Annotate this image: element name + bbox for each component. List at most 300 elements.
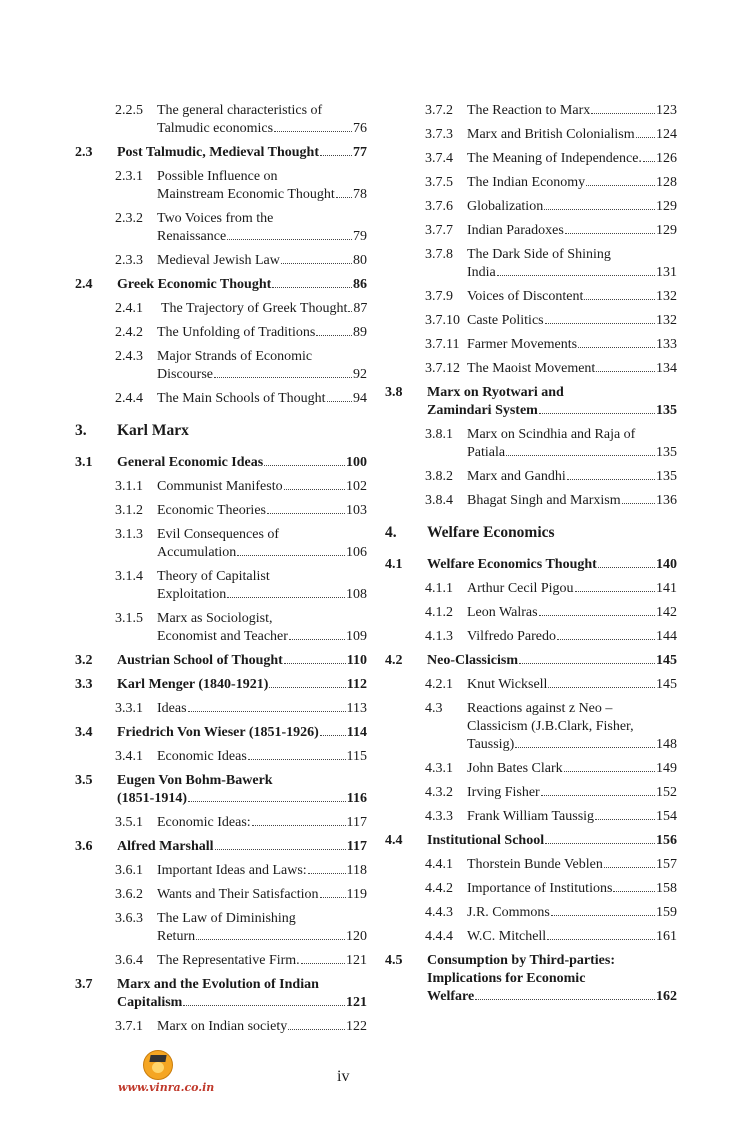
dot-leader bbox=[348, 311, 352, 312]
dot-leader bbox=[622, 503, 655, 504]
toc-subsection[interactable] bbox=[385, 336, 677, 354]
toc-title-line: (1851-1914) bbox=[117, 791, 187, 806]
toc-entry-title bbox=[467, 492, 677, 510]
toc-entry-number: 2.4.3 bbox=[115, 349, 143, 364]
toc-entry-title bbox=[467, 288, 677, 306]
toc-page-number: 140 bbox=[656, 557, 677, 572]
toc-section[interactable] bbox=[75, 652, 367, 670]
toc-title-line: Thorstein Bunde Veblen bbox=[467, 857, 603, 872]
chapter-heading[interactable] bbox=[75, 422, 367, 440]
toc-subsection[interactable] bbox=[75, 1018, 367, 1036]
toc-title-last-line bbox=[467, 264, 677, 282]
toc-entry-number: 4.4.3 bbox=[425, 905, 453, 920]
toc-page-number: 121 bbox=[346, 953, 367, 968]
toc-title-line: Marx on Scindhia and Raja of bbox=[467, 427, 636, 442]
toc-title-line: Importance of Institutions bbox=[467, 881, 613, 896]
toc-page-number: 100 bbox=[346, 455, 367, 470]
toc-title-last-line bbox=[427, 556, 677, 574]
toc-title-last-line bbox=[117, 724, 367, 742]
toc-title-last-line bbox=[467, 222, 677, 240]
toc-entry-number: 3. bbox=[75, 422, 87, 439]
toc-subsection[interactable] bbox=[385, 604, 677, 622]
toc-entry-title bbox=[117, 976, 367, 1012]
toc-entry-number: 3.8.1 bbox=[425, 427, 453, 442]
toc-entry-title bbox=[117, 276, 367, 294]
toc-entry-number: 3.8 bbox=[385, 385, 403, 400]
toc-title-last-line bbox=[117, 276, 367, 294]
toc-title-last-line bbox=[157, 814, 367, 832]
toc-entry-title bbox=[467, 856, 677, 874]
toc-title-last-line bbox=[161, 300, 367, 318]
toc-subsection[interactable] bbox=[75, 502, 367, 520]
dot-leader bbox=[604, 867, 655, 868]
toc-entry-title bbox=[157, 610, 367, 646]
publisher-logo-icon bbox=[143, 1050, 173, 1080]
toc-subsection[interactable] bbox=[385, 492, 677, 510]
toc-section[interactable] bbox=[385, 652, 677, 670]
toc-entry-title bbox=[467, 784, 677, 802]
toc-subsection[interactable] bbox=[75, 210, 367, 246]
toc-subsection[interactable] bbox=[75, 168, 367, 204]
toc-entry-number: 3.7.5 bbox=[425, 175, 453, 190]
toc-section[interactable] bbox=[385, 556, 677, 574]
toc-title-last-line bbox=[467, 492, 677, 510]
toc-page-number: 158 bbox=[656, 881, 677, 896]
toc-title-line: Zamindari System bbox=[427, 403, 538, 418]
dot-leader bbox=[188, 711, 346, 712]
toc-subsection[interactable] bbox=[385, 174, 677, 192]
dot-leader bbox=[643, 161, 655, 162]
toc-entry-number: 3.7 bbox=[75, 977, 93, 992]
toc-entry-title bbox=[467, 880, 677, 898]
dot-leader bbox=[274, 131, 352, 132]
toc-title-last-line bbox=[427, 402, 677, 420]
toc-entry-title bbox=[467, 336, 677, 354]
toc-subsection[interactable] bbox=[385, 468, 677, 486]
dot-leader bbox=[269, 687, 345, 688]
toc-subsection[interactable] bbox=[385, 360, 677, 378]
toc-section[interactable] bbox=[385, 832, 677, 850]
toc-title-line: The Representative Firm. bbox=[157, 953, 300, 968]
toc-subsection[interactable] bbox=[75, 862, 367, 880]
toc-title-line: Taussig) bbox=[467, 737, 515, 752]
toc-entry-number: 2.4.4 bbox=[115, 391, 143, 406]
toc-title-last-line bbox=[157, 366, 367, 384]
toc-entry-number: 2.3 bbox=[75, 145, 93, 160]
toc-entry-number: 3.7.2 bbox=[425, 103, 453, 118]
toc-entry-number: 3.1.2 bbox=[115, 503, 143, 518]
dot-leader bbox=[578, 347, 655, 348]
toc-subsection[interactable] bbox=[75, 300, 367, 318]
toc-entry-title bbox=[467, 580, 677, 598]
toc-page-number: 121 bbox=[346, 995, 367, 1010]
toc-page-number: 131 bbox=[656, 265, 677, 280]
toc-entry-title bbox=[157, 1018, 367, 1036]
toc-title-last-line bbox=[467, 628, 677, 646]
toc-title-last-line bbox=[157, 862, 367, 880]
toc-title-line: Marx as Sociologist, bbox=[157, 611, 273, 626]
toc-page-number: 80 bbox=[353, 253, 367, 268]
toc-page-number: 119 bbox=[346, 887, 367, 902]
dot-leader bbox=[248, 759, 346, 760]
toc-title-last-line bbox=[467, 150, 677, 168]
toc-subsection[interactable] bbox=[75, 568, 367, 604]
dot-leader bbox=[183, 1005, 345, 1006]
toc-subsection[interactable] bbox=[75, 102, 367, 138]
dot-leader bbox=[564, 771, 655, 772]
toc-entry-title bbox=[467, 312, 677, 330]
toc-section[interactable] bbox=[75, 676, 367, 694]
toc-entry-title bbox=[467, 102, 677, 120]
toc-entry-number: 3.2 bbox=[75, 653, 93, 668]
dot-leader bbox=[214, 377, 352, 378]
toc-page-number: 115 bbox=[346, 749, 367, 764]
toc-right-column bbox=[385, 102, 677, 1012]
toc-title-last-line bbox=[427, 652, 677, 670]
dot-leader bbox=[227, 597, 345, 598]
toc-entry-number: 3.4 bbox=[75, 725, 93, 740]
toc-title-last-line bbox=[157, 390, 367, 408]
toc-subsection[interactable] bbox=[385, 628, 677, 646]
toc-page-number: 145 bbox=[656, 677, 677, 692]
toc-title-line: Wants and Their Satisfaction bbox=[157, 887, 319, 902]
toc-entry-number: 4.1.3 bbox=[425, 629, 453, 644]
toc-title-line: Talmudic economics bbox=[157, 121, 274, 136]
toc-page-number: 76 bbox=[353, 121, 367, 136]
toc-entry-title bbox=[157, 390, 367, 408]
toc-title-line: Friedrich Von Wieser (1851-1926) bbox=[117, 725, 319, 740]
toc-page-number: 141 bbox=[656, 581, 677, 596]
toc-title-last-line bbox=[467, 360, 677, 378]
toc-page-number: 159 bbox=[656, 905, 677, 920]
toc-title-last-line bbox=[467, 288, 677, 306]
toc-subsection[interactable] bbox=[385, 198, 677, 216]
dot-leader bbox=[539, 413, 655, 414]
toc-subsection[interactable] bbox=[385, 102, 677, 120]
toc-entry-number: 2.3.3 bbox=[115, 253, 143, 268]
toc-entry-number: 3.1 bbox=[75, 455, 93, 470]
toc-entry-number: 4.4.1 bbox=[425, 857, 453, 872]
toc-title-line: Reactions against z Neo – bbox=[467, 701, 613, 716]
toc-entry-number: 4.4.2 bbox=[425, 881, 453, 896]
toc-entry-number: 3.1.5 bbox=[115, 611, 143, 626]
toc-entry-number: 3.6.2 bbox=[115, 887, 143, 902]
toc-entry-title bbox=[117, 652, 367, 670]
toc-page-number: 117 bbox=[346, 815, 367, 830]
toc-page-number: 113 bbox=[346, 701, 367, 716]
toc-entry-number: 4.4.4 bbox=[425, 929, 453, 944]
dot-leader bbox=[541, 795, 655, 796]
toc-entry-number: 4.1.2 bbox=[425, 605, 453, 620]
toc-entry-title bbox=[161, 300, 367, 318]
toc-title-last-line bbox=[157, 478, 367, 496]
toc-title-line: Exploitation bbox=[157, 587, 227, 602]
dot-leader bbox=[596, 371, 655, 372]
toc-subsection[interactable] bbox=[385, 700, 677, 754]
toc-title-line: Welfare bbox=[427, 989, 475, 1004]
dot-leader bbox=[565, 233, 655, 234]
toc-subsection[interactable] bbox=[385, 126, 677, 144]
toc-entry-number: 3.7.12 bbox=[425, 361, 460, 376]
toc-entry-title bbox=[467, 904, 677, 922]
toc-entry-title bbox=[117, 676, 367, 694]
toc-title-line: Karl Marx bbox=[117, 422, 189, 439]
toc-entry-title bbox=[157, 502, 367, 520]
toc-subsection[interactable] bbox=[385, 880, 677, 898]
chapter-heading[interactable] bbox=[385, 524, 677, 542]
toc-title-last-line bbox=[467, 444, 677, 462]
toc-entry-title bbox=[157, 252, 367, 270]
toc-title-line: Marx and Gandhi bbox=[467, 469, 566, 484]
toc-entry-title bbox=[117, 724, 367, 742]
toc-entry-title bbox=[467, 604, 677, 622]
toc-entry-title bbox=[467, 700, 677, 754]
toc-page-number: 77 bbox=[353, 145, 367, 160]
toc-title-line: Communist Manifesto bbox=[157, 479, 283, 494]
toc-title-line: Classicism (J.B.Clark, Fisher, bbox=[467, 719, 634, 734]
toc-entry-number: 4.2 bbox=[385, 653, 403, 668]
toc-subsection[interactable] bbox=[385, 928, 677, 946]
toc-page-number: 114 bbox=[346, 725, 367, 740]
toc-title-line: Irving Fisher bbox=[467, 785, 540, 800]
dot-leader bbox=[316, 335, 352, 336]
toc-title-last-line bbox=[157, 700, 367, 718]
toc-title-line: W.C. Mitchell bbox=[467, 929, 547, 944]
dot-leader bbox=[237, 555, 345, 556]
toc-section[interactable] bbox=[385, 952, 677, 1006]
toc-title-last-line bbox=[157, 252, 367, 270]
toc-page-number: 108 bbox=[346, 587, 367, 602]
toc-title-line: Economic Ideas bbox=[157, 749, 247, 764]
toc-entry-number: 2.3.1 bbox=[115, 169, 143, 184]
toc-subsection[interactable] bbox=[385, 856, 677, 874]
toc-title-line: The Trajectory of Greek Thought bbox=[161, 301, 348, 316]
toc-title-line: The Dark Side of Shining bbox=[467, 247, 611, 262]
toc-title-line: Major Strands of Economic bbox=[157, 349, 313, 364]
toc-section[interactable] bbox=[75, 724, 367, 742]
toc-title-line: Medieval Jewish Law bbox=[157, 253, 280, 268]
toc-title-last-line bbox=[157, 324, 367, 342]
toc-page-number: 89 bbox=[353, 325, 367, 340]
toc-entry-number: 3.6.4 bbox=[115, 953, 143, 968]
toc-title-last-line bbox=[157, 544, 367, 562]
toc-section[interactable] bbox=[75, 454, 367, 472]
toc-subsection[interactable] bbox=[385, 580, 677, 598]
toc-page-number: 79 bbox=[353, 229, 367, 244]
toc-subsection[interactable] bbox=[385, 784, 677, 802]
toc-section[interactable] bbox=[385, 384, 677, 420]
toc-entry-number: 4.3.2 bbox=[425, 785, 453, 800]
toc-title-line: Eugen Von Bohm-Bawerk bbox=[117, 773, 273, 788]
toc-title-line: Globalization bbox=[467, 199, 544, 214]
toc-entry-title bbox=[117, 838, 367, 856]
toc-entry-title bbox=[467, 808, 677, 826]
toc-title-line: Two Voices from the bbox=[157, 211, 274, 226]
toc-subsection[interactable] bbox=[75, 324, 367, 342]
dot-leader bbox=[595, 819, 655, 820]
toc-title-line: John Bates Clark bbox=[467, 761, 563, 776]
toc-title-line: Capitalism bbox=[117, 995, 183, 1010]
toc-page-number: 87 bbox=[353, 301, 368, 316]
toc-entry-number: 3.7.7 bbox=[425, 223, 453, 238]
toc-page-number: 117 bbox=[346, 839, 367, 854]
toc-title-line: Neo-Classicism bbox=[427, 653, 518, 668]
toc-title-line: Alfred Marshall bbox=[117, 839, 214, 854]
toc-entry-title bbox=[467, 628, 677, 646]
toc-subsection[interactable] bbox=[75, 700, 367, 718]
toc-page-number: 110 bbox=[346, 653, 367, 668]
dot-leader bbox=[636, 137, 655, 138]
toc-title-line: Return bbox=[157, 929, 196, 944]
toc-entry-title bbox=[467, 760, 677, 778]
toc-entry-title bbox=[117, 454, 367, 472]
toc-section[interactable] bbox=[75, 772, 367, 808]
toc-subsection[interactable] bbox=[385, 426, 677, 462]
dot-leader bbox=[188, 801, 346, 802]
toc-title-last-line bbox=[467, 856, 677, 874]
toc-left-column bbox=[75, 102, 367, 1042]
dot-leader bbox=[252, 825, 346, 826]
toc-section[interactable] bbox=[75, 276, 367, 294]
toc-entry-title bbox=[157, 168, 367, 204]
toc-title-line: Welfare Economics bbox=[427, 524, 555, 541]
toc-subsection[interactable] bbox=[385, 222, 677, 240]
toc-title-last-line bbox=[467, 126, 677, 144]
toc-entry-number: 4.1.1 bbox=[425, 581, 453, 596]
toc-page-number: 156 bbox=[656, 833, 677, 848]
toc-subsection[interactable] bbox=[385, 150, 677, 168]
toc-entry-title bbox=[467, 150, 677, 168]
toc-subsection[interactable] bbox=[75, 348, 367, 384]
toc-page-number: 142 bbox=[656, 605, 677, 620]
toc-entry-number: 3.3 bbox=[75, 677, 93, 692]
toc-entry-number: 3.7.3 bbox=[425, 127, 453, 142]
toc-title-last-line bbox=[117, 144, 367, 162]
toc-title-line: Accumulation bbox=[157, 545, 237, 560]
publisher-url[interactable]: www.vinra.co.in bbox=[118, 1081, 215, 1094]
dot-leader bbox=[567, 479, 655, 480]
toc-entry-number: 4.5 bbox=[385, 953, 403, 968]
toc-title-last-line bbox=[157, 502, 367, 520]
toc-entry-title bbox=[157, 102, 367, 138]
toc-title-line: Economist and Teacher bbox=[157, 629, 288, 644]
toc-entry-title bbox=[157, 210, 367, 246]
toc-subsection[interactable] bbox=[75, 748, 367, 766]
dot-leader bbox=[586, 185, 655, 186]
toc-subsection[interactable] bbox=[75, 886, 367, 904]
toc-title-line: The Reaction to Marx bbox=[467, 103, 591, 118]
toc-page-number: 135 bbox=[656, 469, 677, 484]
toc-title-last-line bbox=[157, 952, 367, 970]
toc-subsection[interactable] bbox=[75, 952, 367, 970]
toc-title-line: Voices of Discontent bbox=[467, 289, 584, 304]
toc-title-line: Post Talmudic, Medieval Thought bbox=[117, 145, 320, 160]
toc-title-line: The general characteristics of bbox=[157, 103, 323, 118]
dot-leader bbox=[284, 489, 345, 490]
toc-title-line: Possible Influence on bbox=[157, 169, 278, 184]
dot-leader bbox=[557, 639, 655, 640]
toc-page-number: 78 bbox=[353, 187, 367, 202]
toc-title-line: Marx and the Evolution of Indian bbox=[117, 977, 319, 992]
toc-title-line: Mainstream Economic Thought bbox=[157, 187, 335, 202]
toc-section[interactable] bbox=[75, 976, 367, 1012]
toc-title-last-line bbox=[467, 880, 677, 898]
toc-subsection[interactable] bbox=[75, 390, 367, 408]
toc-page-number: 132 bbox=[656, 313, 677, 328]
toc-subsection[interactable] bbox=[385, 246, 677, 282]
toc-entry-title bbox=[157, 862, 367, 880]
toc-subsection[interactable] bbox=[385, 312, 677, 330]
dot-leader bbox=[551, 915, 655, 916]
toc-title-line: Arthur Cecil Pigou bbox=[467, 581, 574, 596]
toc-page-number: 128 bbox=[656, 175, 677, 190]
toc-title-line: J.R. Commons bbox=[467, 905, 550, 920]
toc-entry-number: 4.4 bbox=[385, 833, 403, 848]
toc-page-number: 103 bbox=[346, 503, 367, 518]
toc-subsection[interactable] bbox=[385, 808, 677, 826]
toc-entry-title bbox=[427, 524, 677, 542]
toc-title-last-line bbox=[157, 628, 367, 646]
toc-entry-number: 3.7.8 bbox=[425, 247, 453, 262]
toc-subsection[interactable] bbox=[75, 526, 367, 562]
toc-entry-number: 2.3.2 bbox=[115, 211, 143, 226]
toc-entry-number: 3.5.1 bbox=[115, 815, 143, 830]
toc-section[interactable] bbox=[75, 144, 367, 162]
toc-title-last-line bbox=[157, 228, 367, 246]
dot-leader bbox=[591, 113, 655, 114]
toc-entry-number: 3.8.2 bbox=[425, 469, 453, 484]
toc-entry-title bbox=[467, 928, 677, 946]
toc-entry-title bbox=[157, 814, 367, 832]
toc-entry-title bbox=[157, 478, 367, 496]
toc-subsection[interactable] bbox=[75, 814, 367, 832]
toc-subsection[interactable] bbox=[385, 288, 677, 306]
toc-entry-title bbox=[427, 556, 677, 574]
toc-title-last-line bbox=[157, 748, 367, 766]
toc-page-number: 132 bbox=[656, 289, 677, 304]
toc-entry-number: 3.5 bbox=[75, 773, 93, 788]
dot-leader bbox=[515, 747, 655, 748]
toc-subsection[interactable] bbox=[75, 610, 367, 646]
toc-subsection[interactable] bbox=[75, 252, 367, 270]
toc-entry-title bbox=[467, 468, 677, 486]
toc-page-number: 135 bbox=[656, 403, 677, 418]
toc-subsection[interactable] bbox=[75, 910, 367, 946]
toc-entry-number: 4. bbox=[385, 524, 397, 541]
toc-page-number: 129 bbox=[656, 199, 677, 214]
toc-title-line: Frank William Taussig bbox=[467, 809, 595, 824]
toc-subsection[interactable] bbox=[385, 904, 677, 922]
toc-entry-number: 2.4 bbox=[75, 277, 93, 292]
toc-entry-number: 2.2.5 bbox=[115, 103, 143, 118]
dot-leader bbox=[320, 897, 346, 898]
toc-title-last-line bbox=[117, 790, 367, 808]
toc-title-line: The Unfolding of Traditions bbox=[157, 325, 316, 340]
page-number: iv bbox=[337, 1068, 350, 1085]
toc-page-number: 126 bbox=[656, 151, 677, 166]
toc-title-line: The Maoist Movement bbox=[467, 361, 596, 376]
toc-entry-number: 3.6.3 bbox=[115, 911, 143, 926]
toc-page-number: 145 bbox=[656, 653, 677, 668]
dot-leader bbox=[320, 155, 352, 156]
toc-subsection[interactable] bbox=[75, 478, 367, 496]
toc-title-line: Marx and British Colonialism bbox=[467, 127, 635, 142]
dot-leader bbox=[519, 663, 655, 664]
toc-subsection[interactable] bbox=[385, 676, 677, 694]
toc-subsection[interactable] bbox=[385, 760, 677, 778]
toc-entry-title bbox=[427, 832, 677, 850]
toc-section[interactable] bbox=[75, 838, 367, 856]
